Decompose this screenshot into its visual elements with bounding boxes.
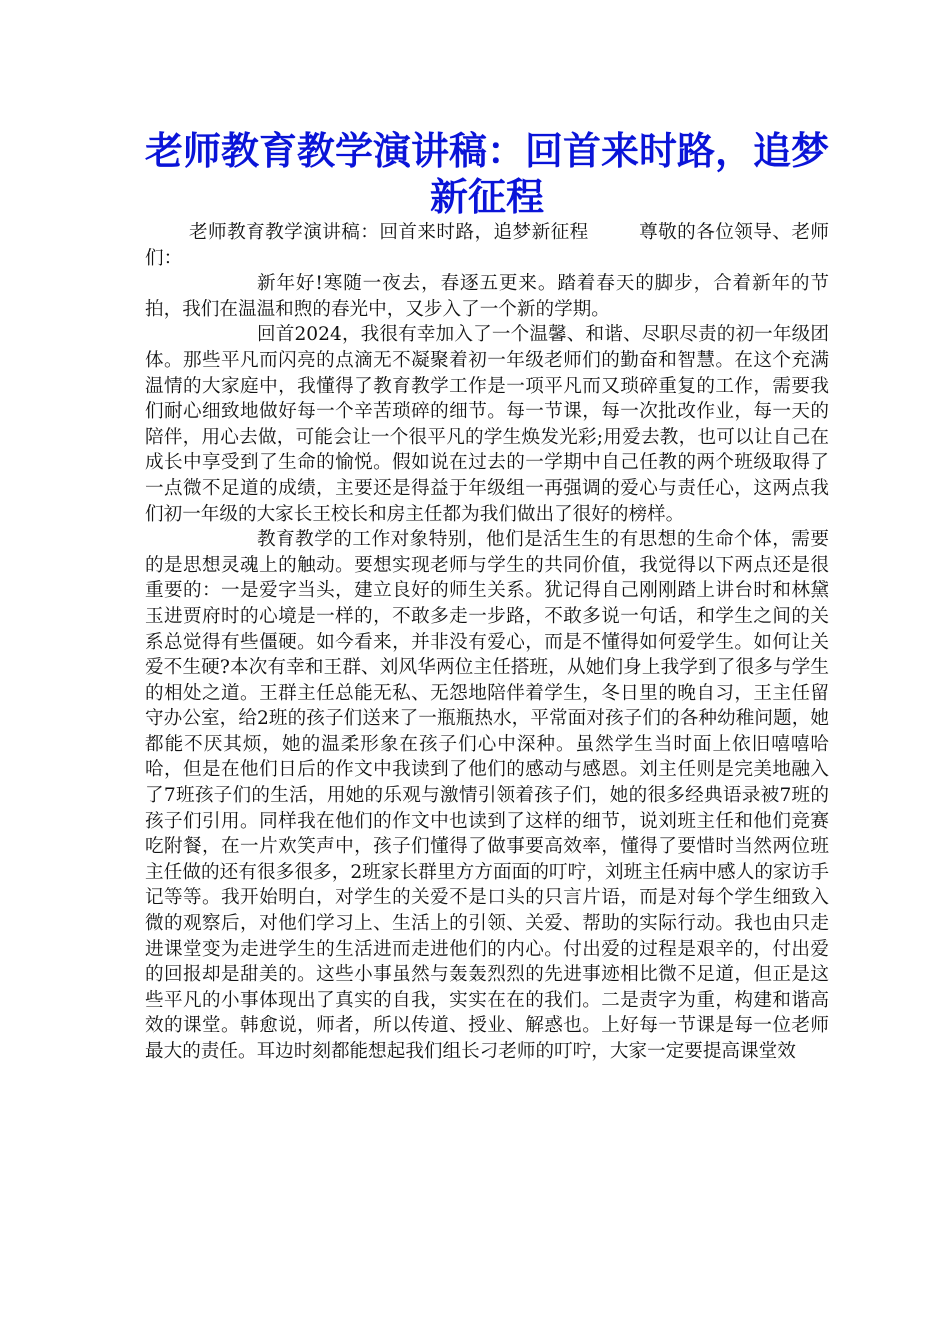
document-body [145,220,829,1065]
paragraph-2: 回首2024，我很有幸加入了一个温馨、和谐、尽职尽责的初一年级团体。那些平凡而闪亮的点滴无不凝聚着初一年级老师们的勤奋和智慧。在这个充满温情的大家庭中，我懂得了教育教学工作是一项平凡而又琐碎重复的工作，需要我们耐心细致地做好每一个辛苦琐碎的细节。每一节课，每一次批改作业，每一天的陪伴，用心去做，可能会让一个很平凡的学生焕发光彩;用爱去教，也可以让自己在成长中享受到了生命的愉悦。假如说在过去的一学期中自己任教的两个班级取得了一点微不足道的成绩，主要还是得益于年级组一再强调的爱心与责任心，这两点我们初一年级的大家长王校长和房主任都为我们做出了很好的榜样。 [145,324,829,525]
paragraph-1: 新年好!寒随一夜去，春逐五更来。踏着春天的脚步，合着新年的节拍，我们在温温和煦的春光中，又步入了一个新的学期。 [145,273,829,320]
document-page [145,128,829,1065]
document-title: 老师教育教学演讲稿：回首来时路，追梦新征程 [145,128,830,219]
salutation: 尊敬的各位领导、老师们： [145,222,829,269]
paragraph-3: 教育教学的工作对象特别，他们是活生生的有思想的生命个体，需要的是思想灵魂上的触动。要想实现老师与学生的共同价值，我觉得以下两点还是很重要的：一是爱字当头，建立良好的师生关系。犹记得自己刚刚踏上讲台时和林黛玉进贾府时的心境是一样的，不敢多走一步路，不敢多说一句话，和学生之间的关系总觉得有些僵硬。如今看来，并非没有爱心，而是不懂得如何爱学生。如何让关爱不生硬?本次有幸和王群、刘风华两位主任搭班，从她们身上我学到了很多与学生的相处之道。王群主任总能无私、无怨地陪伴着学生，冬日里的晚自习，王主任留守办公室，给2班的孩子们送来了一瓶瓶热水，平常面对孩子们的各种幼稚问题，她都能不厌其烦，她的温柔形象在孩子们心中深种。虽然学生当时面上依旧嘻嘻哈哈，但是在他们日后的作文中我读到了他们的感动与感恩。刘主任则是完美地融入了7班孩子们的生活，用她的乐观与激情引领着孩子们，她的很多经典语录被7班的孩子们引用。同样我在他们的作文中也读到了这样的细节，说刘班主任和他们竞赛吃附餐，在一片欢笑声中，孩子们懂得了做事要高效率，懂得了要惜时当然两位班主任做的还有很多很多，2班家长群里方方面面的叮咛，刘班主任病中感人的家访手记等等。我开始明白，对学生的关爱不是口头的只言片语，而是对每个学生细致入微的观察后，对他们学习上、生活上的引领、关爱、帮助的实际行动。我也由只走进课堂变为走进学生的生活进而走进他们的内心。付出爱的过程是艰辛的，付出爱的回报却是甜美的。这些小事虽然与轰轰烈烈的先进事迹相比微不足道，但正是这些平凡的小事体现出了真实的自我，实实在在的我们。二是责字为重，构建和谐高效的课堂。韩愈说，师者，所以传道、授业、解惑也。上好每一节课是每一位老师最大的责任。耳边时刻都能想起我们组长刁老师的叮咛，大家一定要提高课堂效 [145,529,829,1062]
intro-paragraph [145,220,829,271]
intro-heading: 老师教育教学演讲稿：回首来时路，追梦新征程 [189,222,589,243]
